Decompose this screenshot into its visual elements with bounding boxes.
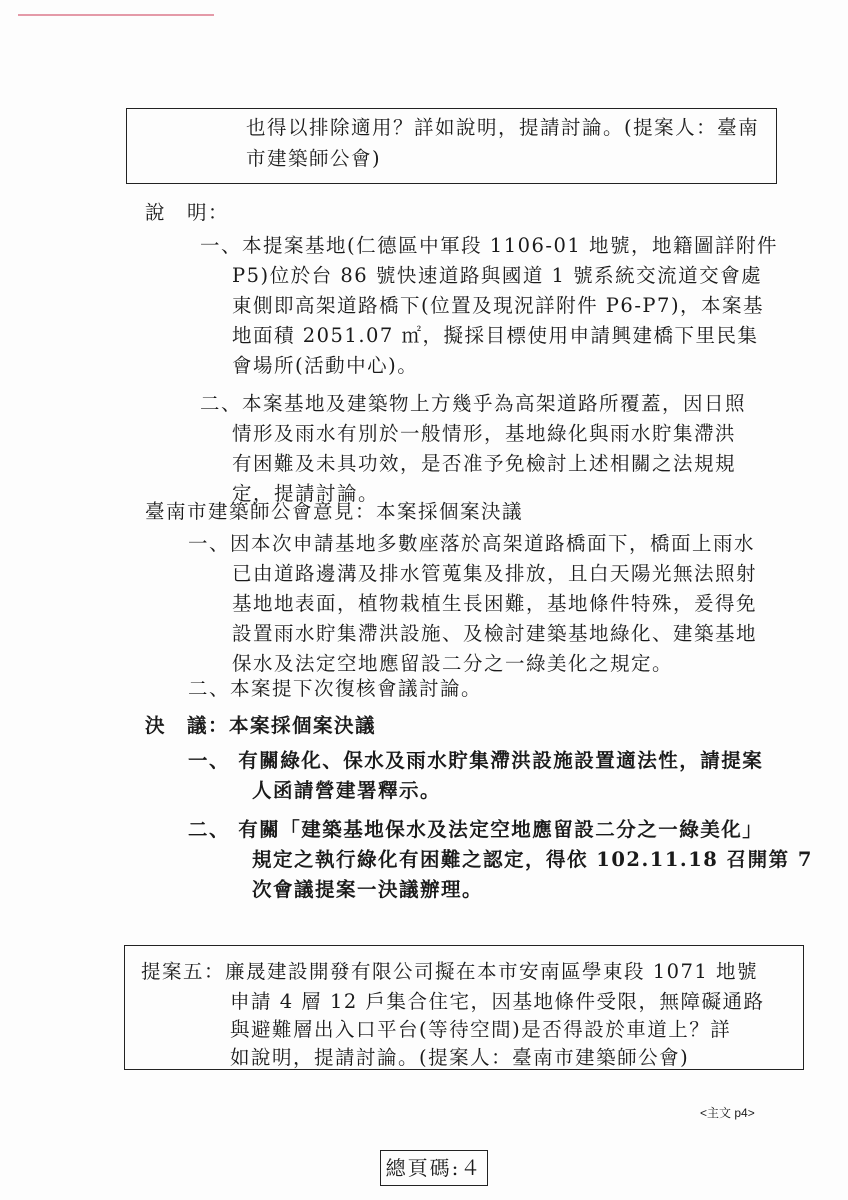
explanation-line: P5)位於台 86 號快速道路與國道 1 號系統交流道交會處	[232, 264, 763, 287]
association-line: 保水及法定空地應留設二分之一綠美化之規定。	[232, 652, 674, 675]
proposal-five-line: 提案五：廉晟建設開發有限公司擬在本市安南區學東段 1071 地號	[141, 960, 759, 983]
resolution-line: 人函請營建署釋示。	[252, 779, 442, 802]
top-box-line: 市建築師公會)	[246, 147, 382, 170]
proposal-five-line: 與避難層出入口平台(等待空間)是否得設於車道上？詳	[230, 1018, 732, 1041]
explanation-line: 二、本案基地及建築物上方幾乎為高架道路所覆蓋，因日照	[200, 392, 747, 415]
explanation-line: 一、本提案基地(仁德區中軍段 1106-01 地號，地籍圖詳附件	[200, 234, 779, 257]
explanation-line: 會場所(活動中心)。	[232, 354, 419, 377]
pink-rule	[18, 14, 214, 16]
explanation-line: 東側即高架道路橋下(位置及現況詳附件 P6-P7)，本案基	[232, 294, 765, 317]
resolution-line: 次會議提案一決議辦理。	[252, 878, 484, 901]
association-heading: 臺南市建築師公會意見：本案採個案決議	[145, 500, 524, 523]
total-page-number: 總頁碼:４	[380, 1150, 488, 1186]
top-box-line: 也得以排除適用？詳如說明，提請討論。(提案人：臺南	[246, 116, 760, 139]
explanation-line: 有困難及未具功效，是否准予免檢討上述相關之法規規	[232, 452, 737, 475]
page-reference: <主文 p4>	[700, 1106, 755, 1120]
resolution-line: 二、 有關「建築基地保水及法定空地應留設二分之一綠美化」	[188, 818, 764, 841]
explanation-line: 地面積 2051.07 ㎡，擬採目標使用申請興建橋下里民集	[232, 324, 759, 347]
association-line: 設置雨水貯集滯洪設施、及檢討建築基地綠化、建築基地	[232, 622, 758, 645]
proposal-five-line: 如說明，提請討論。(提案人：臺南市建築師公會)	[230, 1046, 690, 1069]
explanation-line: 定，提請討論。	[232, 482, 380, 505]
resolution-heading: 決 議：本案採個案決議	[145, 714, 377, 737]
association-line: 已由道路邊溝及排水管蒐集及排放，且白天陽光無法照射	[232, 562, 758, 585]
proposal-five-line: 申請 4 層 12 戶集合住宅，因基地條件受限，無障礙通路	[230, 990, 765, 1013]
association-line: 一、因本次申請基地多數座落於高架道路橋面下，橋面上雨水	[188, 532, 756, 555]
association-line: 基地地表面，植物栽植生長困難，基地條件特殊，爰得免	[232, 592, 758, 615]
explanation-heading: 說 明：	[145, 201, 230, 224]
association-line: 二、本案提下次復核會議討論。	[188, 677, 483, 700]
explanation-line: 情形及雨水有別於一般情形，基地綠化與雨水貯集滯洪	[232, 422, 737, 445]
resolution-line: 規定之執行綠化有困難之認定，得依 102.11.18 召開第 7	[252, 848, 813, 871]
resolution-line: 一、 有關綠化、保水及雨水貯集滯洪設施設置適法性，請提案	[188, 749, 764, 772]
